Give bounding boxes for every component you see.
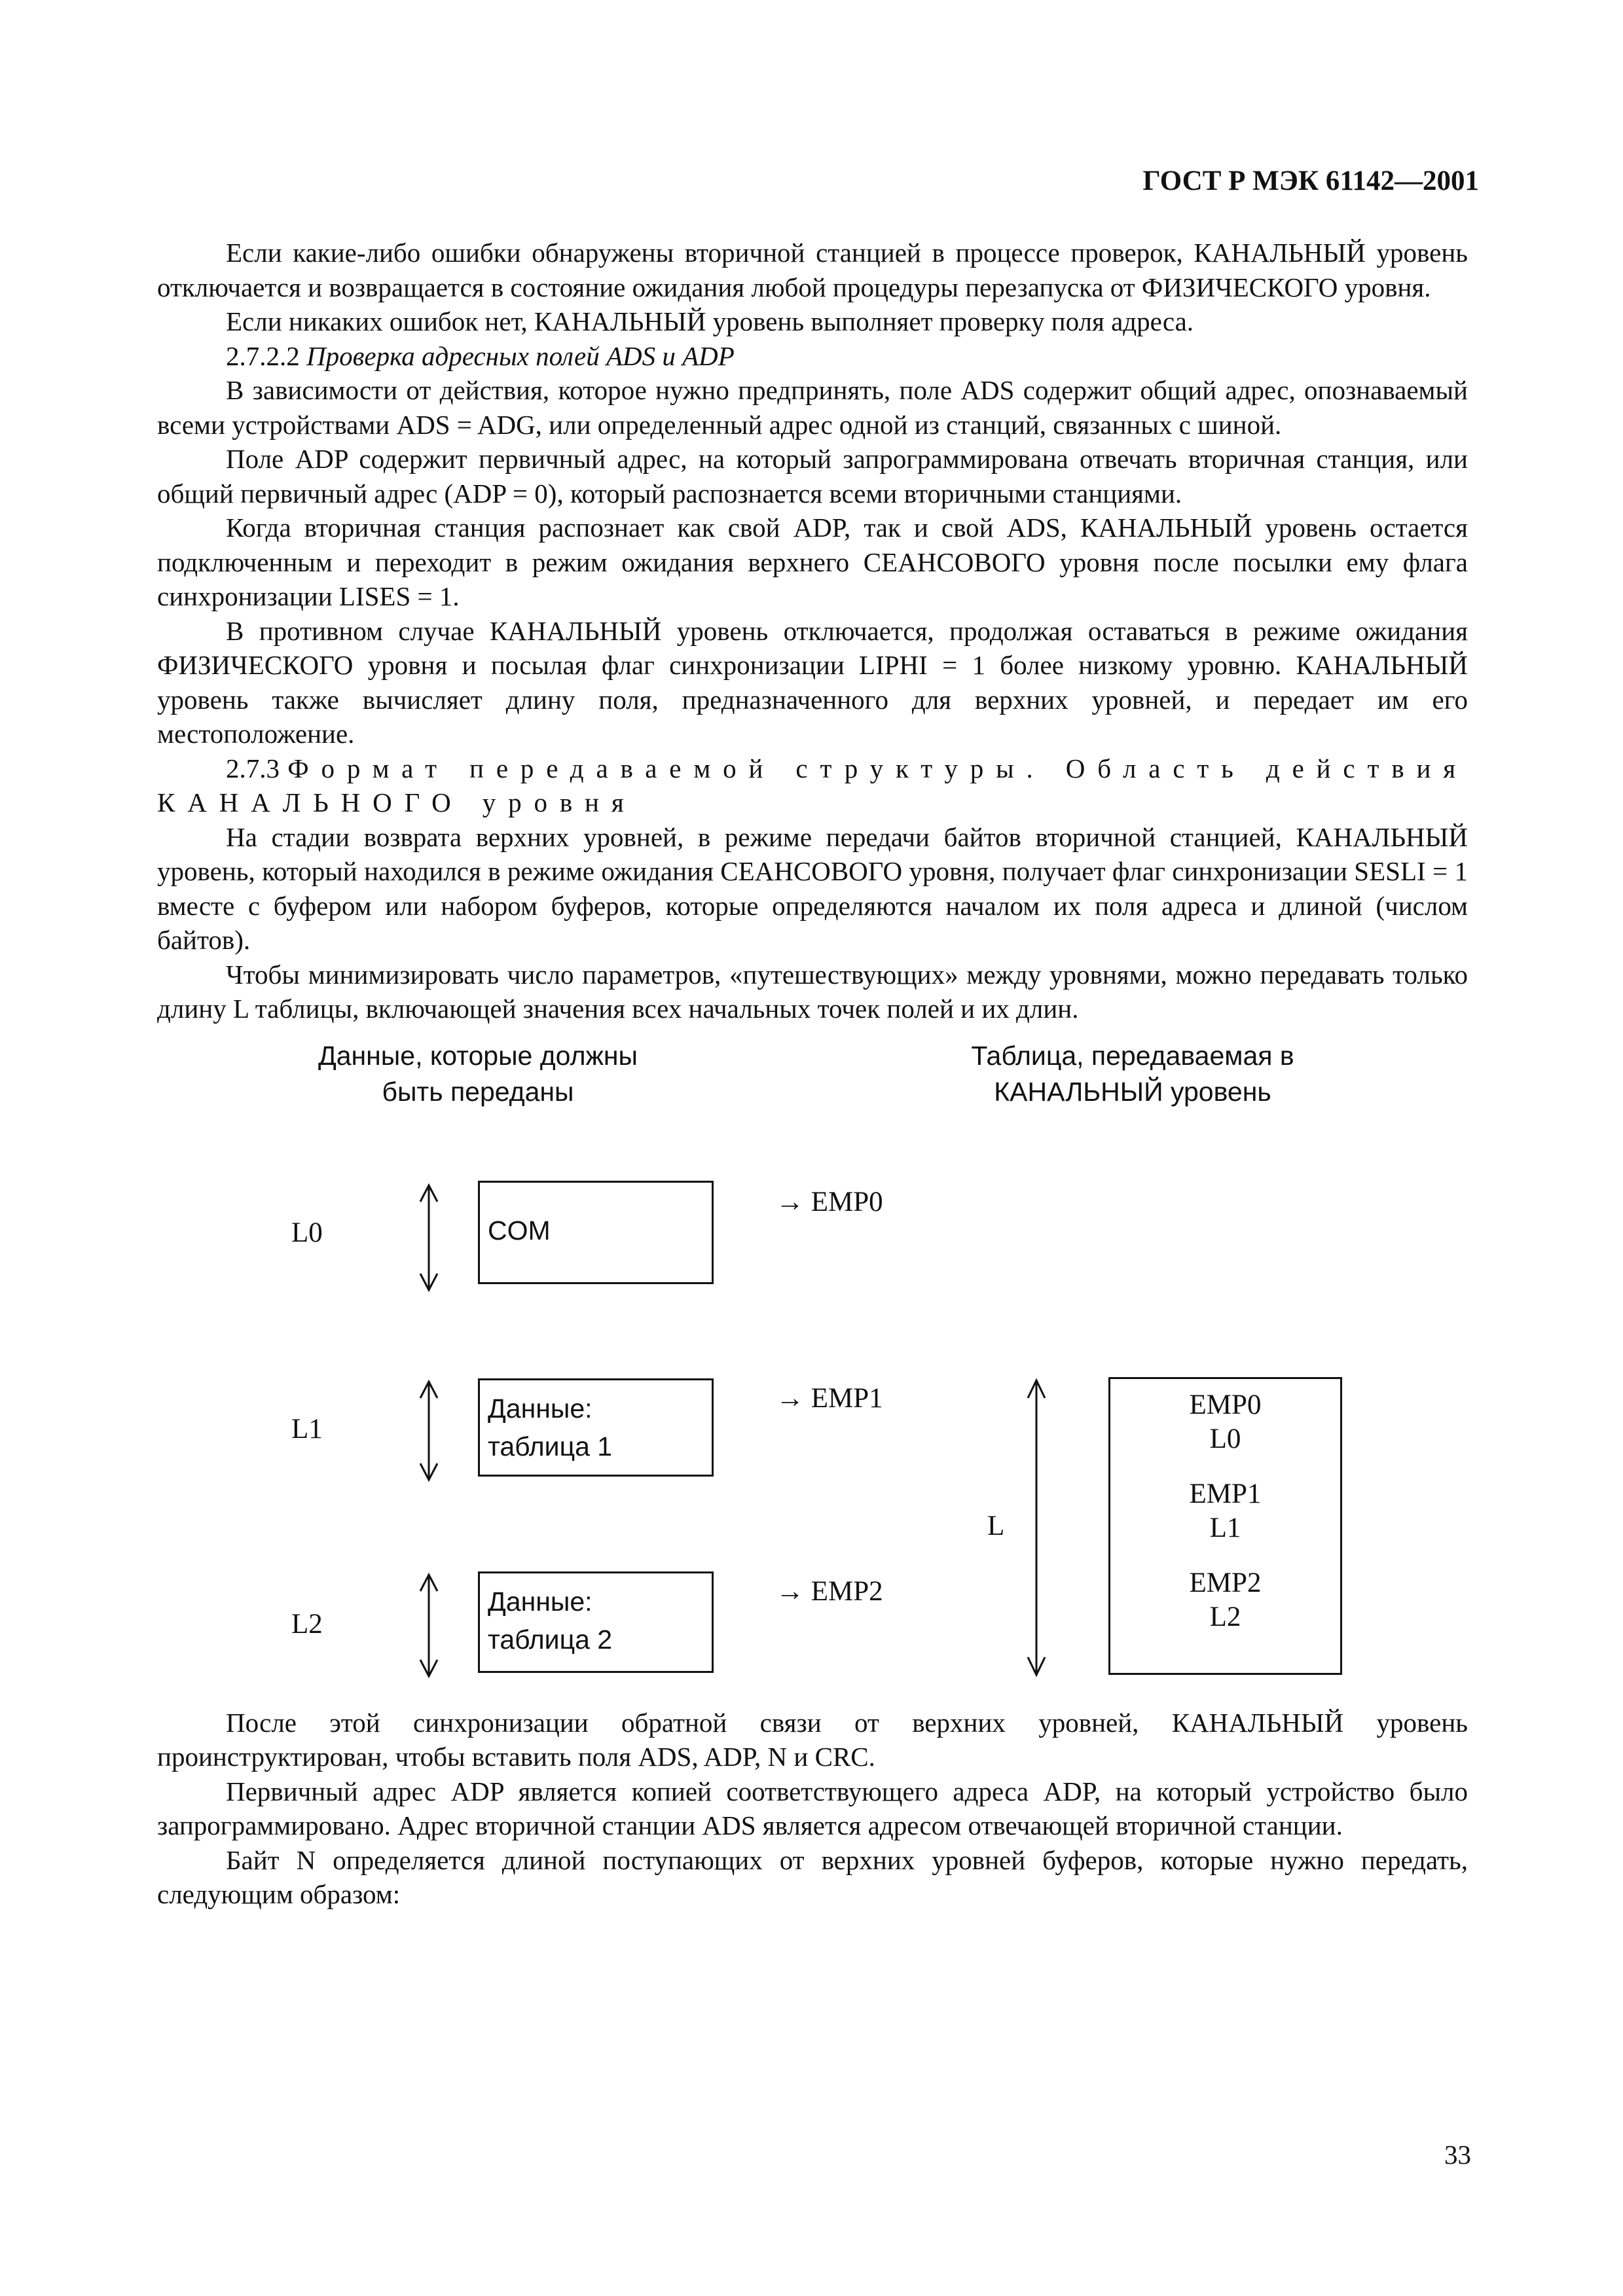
section-heading-273 — [157, 751, 1468, 820]
spacer — [1110, 1456, 1340, 1477]
paragraph: Если никаких ошибок нет, КАНАЛЬНЫЙ уровень выполняет проверку поля адреса. — [226, 306, 1194, 336]
section-title: Формат передаваемой структуры. Область действия КАНАЛЬНОГО уровня — [157, 753, 1468, 817]
paragraph: Поле ADP содержит первичный адрес, на который запрограммирована отвечать вторичная станция, или общий первичный адрес (ADP = 0), который распознается всеми вторичными станциями. — [157, 444, 1468, 509]
emp-label-2: → EMP2 — [776, 1575, 883, 1607]
page-body — [157, 236, 1468, 1912]
left-caption-line: быть переданы — [382, 1076, 574, 1107]
paragraph: Первичный адрес ADP является копией соответствующего адреса ADP, на который устройство было запрограммировано. Адрес вторичной станции ADS является адресом отвечающей вторичной станции. — [157, 1776, 1468, 1840]
table-entry: EMP1 — [1189, 1478, 1262, 1509]
document-header: ГОСТ Р МЭК 61142—2001 — [1142, 166, 1479, 196]
page-number: 33 — [1444, 2140, 1471, 2170]
box-text: таблица 2 — [488, 1624, 613, 1655]
length-label: L — [987, 1510, 1005, 1541]
table-entry: L0 — [1209, 1423, 1241, 1454]
section-number: 2.7.3 — [226, 753, 280, 783]
paragraph: Чтобы минимизировать число параметров, «путешествующих» между уровнями, можно передавать только длину L таблицы, включающей значения всех начальных точек полей и их длин. — [157, 959, 1468, 1024]
paragraph: Байт N определяется длиной поступающих от верхних уровней буферов, которые нужно передать, следующим образом: — [157, 1844, 1468, 1909]
section-heading-2722 — [157, 339, 1468, 374]
double-arrow-icon — [412, 1378, 445, 1483]
right-caption-line: КАНАЛЬНЫЙ уровень — [994, 1076, 1271, 1107]
section-title: Проверка адресных полей ADS и ADP — [306, 340, 735, 371]
paragraph: В противном случае КАНАЛЬНЫЙ уровень отключается, продолжая оставаться в режиме ожидания ФИЗИЧЕСКОГО уровня и посылая флаг синхронизации LIPHI = 1 более низкому уровню. КАНАЛЬНЫЙ уровень также вычисляет длину поля, предназначенного для верхних уровней, и передает им его местоположение. — [157, 615, 1468, 749]
emp-label-1: → EMP1 — [776, 1382, 883, 1414]
row-label-l2: L2 — [291, 1608, 323, 1640]
row-label-l1: L1 — [291, 1413, 323, 1444]
paragraph: Если какие-либо ошибки обнаружены вторичной станцией в процессе проверок, КАНАЛЬНЫЙ уровень отключается и возвращается в состояние ожидания любой процедуры перезапуска от ФИЗИЧЕСКОГО уровня. — [157, 238, 1468, 302]
row-label-l0: L0 — [291, 1217, 323, 1248]
right-caption-line: Таблица, передаваемая в — [971, 1040, 1294, 1071]
paragraph: После этой синхронизации обратной связи от верхних уровней, КАНАЛЬНЫЙ уровень проинструктирован, чтобы вставить поля ADS, ADP, N и CRC. — [157, 1707, 1468, 1772]
data-box-com — [478, 1181, 714, 1284]
table-entry: EMP0 — [1189, 1389, 1262, 1420]
left-caption — [295, 1038, 661, 1110]
double-arrow-icon — [412, 1182, 445, 1293]
table-entry: EMP2 — [1189, 1567, 1262, 1598]
paragraph: В зависимости от действия, которое нужно предпринять, поле ADS содержит общий адрес, опознаваемый всеми устройствами ADS = ADG, или определенный адрес одной из станций, связанных с шиной. — [157, 375, 1468, 440]
structure-diagram — [157, 1038, 1468, 1693]
paragraph: Когда вторичная станция распознает как свой ADP, так и свой ADS, КАНАЛЬНЫЙ уровень остается подключенным и переходит в режим ожидания верхнего СЕАНСОВОГО уровня после посылки ему флага синхронизации LISES = 1. — [157, 512, 1468, 611]
data-box-table-1 — [478, 1378, 714, 1477]
box-text: Данные: — [488, 1586, 593, 1617]
length-double-arrow-icon — [1020, 1377, 1053, 1678]
transferred-table — [1108, 1377, 1342, 1675]
left-caption-line: Данные, которые должны — [318, 1040, 638, 1071]
spacer — [1110, 1545, 1340, 1566]
table-entry: L1 — [1209, 1512, 1241, 1543]
box-text: Данные: — [488, 1393, 593, 1424]
emp-label-0: → EMP0 — [776, 1186, 883, 1217]
paragraph: На стадии возврата верхних уровней, в режиме передачи байтов вторичной станцией, КАНАЛЬНЫЙ уровень, который находился в режиме ожидания СЕАНСОВОГО уровня, получает флаг синхронизации SESLI = 1 вместе с буфером или набором буферов, которые определяются началом их поля адреса и длиной (числом байтов). — [157, 821, 1468, 955]
box-text: COM — [488, 1215, 551, 1246]
data-box-table-2 — [478, 1571, 714, 1673]
section-number: 2.7.2.2 — [226, 340, 300, 371]
double-arrow-icon — [412, 1571, 445, 1679]
table-entry: L2 — [1209, 1601, 1241, 1632]
right-caption — [930, 1038, 1336, 1110]
box-text: таблица 1 — [488, 1431, 613, 1462]
